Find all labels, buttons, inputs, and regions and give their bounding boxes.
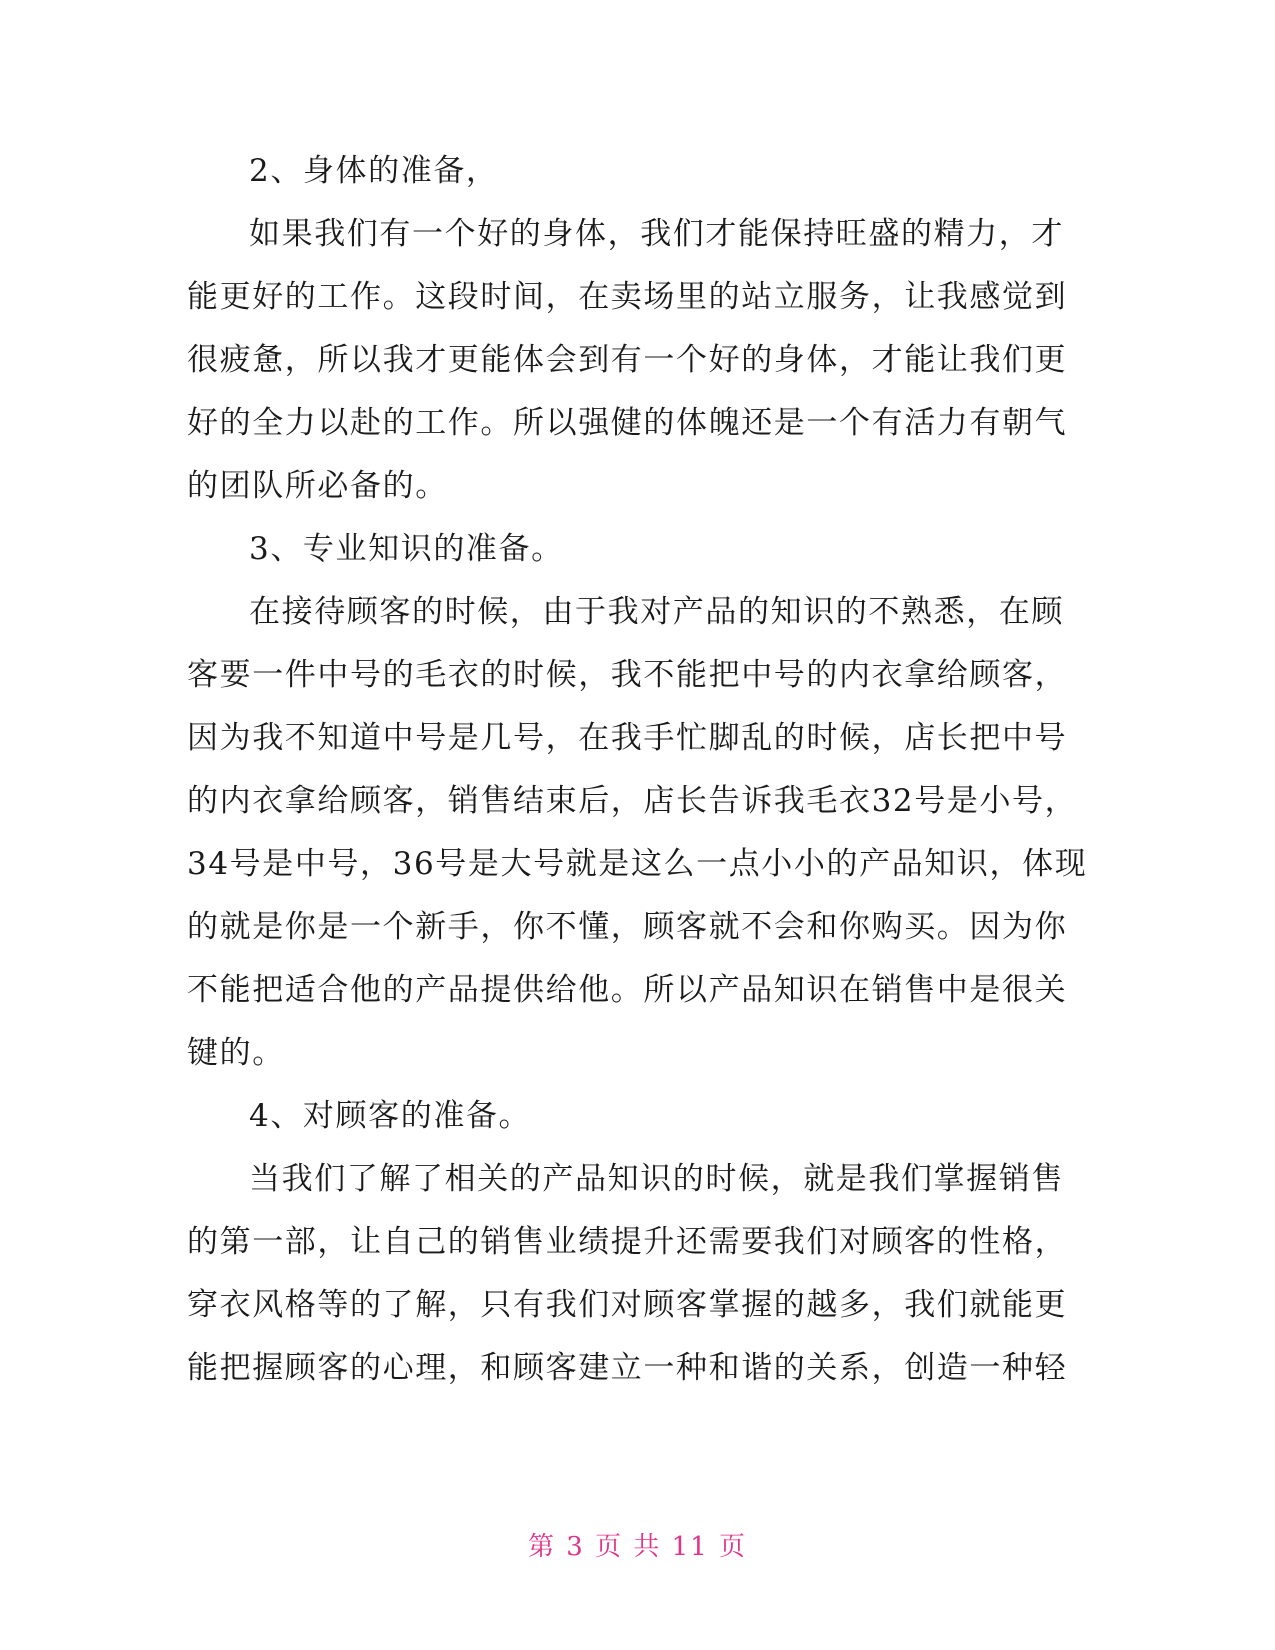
paragraph-line: 能更好的工作。这段时间，在卖场里的站立服务，让我感觉到 (187, 279, 1068, 315)
section-heading-4: 4、对顾客的准备。 (249, 1098, 532, 1134)
section-heading-3: 3、专业知识的准备。 (249, 531, 564, 567)
paragraph-line: 的团队所必备的。 (187, 468, 448, 504)
paragraph-line: 34号是中号，36号是大号就是这么一点小小的产品知识，体现 (187, 846, 1088, 882)
document-body (187, 140, 1087, 1400)
paragraph-line: 穿衣风格等的了解，只有我们对顾客掌握的越多，我们就能更 (187, 1287, 1068, 1323)
paragraph-line: 因为我不知道中号是几号，在我手忙脚乱的时候，店长把中号 (187, 720, 1068, 756)
paragraph-line: 很疲惫，所以我才更能体会到有一个好的身体，才能让我们更 (187, 342, 1068, 378)
section-heading-2: 2、身体的准备， (249, 153, 499, 189)
paragraph-line: 好的全力以赴的工作。所以强健的体魄还是一个有活力有朝气 (187, 405, 1068, 441)
paragraph-line: 在接待顾客的时候，由于我对产品的知识的不熟悉，在顾 (249, 594, 1064, 630)
paragraph-line: 客要一件中号的毛衣的时候，我不能把中号的内衣拿给顾客， (187, 657, 1068, 693)
paragraph-line: 如果我们有一个好的身体，我们才能保持旺盛的精力，才 (249, 216, 1064, 252)
page-number-footer: 第 3 页 共 11 页 (528, 1532, 747, 1562)
paragraph-line: 的内衣拿给顾客，销售结束后，店长告诉我毛衣32号是小号， (187, 783, 1078, 819)
paragraph-line: 能把握顾客的心理，和顾客建立一种和谐的关系，创造一种轻 (187, 1350, 1068, 1386)
paragraph-line: 键的。 (187, 1035, 285, 1071)
paragraph-line: 的第一部，让自己的销售业绩提升还需要我们对顾客的性格， (187, 1224, 1068, 1260)
paragraph-line: 不能把适合他的产品提供给他。所以产品知识在销售中是很关 (187, 972, 1068, 1008)
paragraph-line: 当我们了解了相关的产品知识的时候，就是我们掌握销售 (249, 1161, 1064, 1197)
paragraph-line: 的就是你是一个新手，你不懂，顾客就不会和你购买。因为你 (187, 909, 1068, 945)
